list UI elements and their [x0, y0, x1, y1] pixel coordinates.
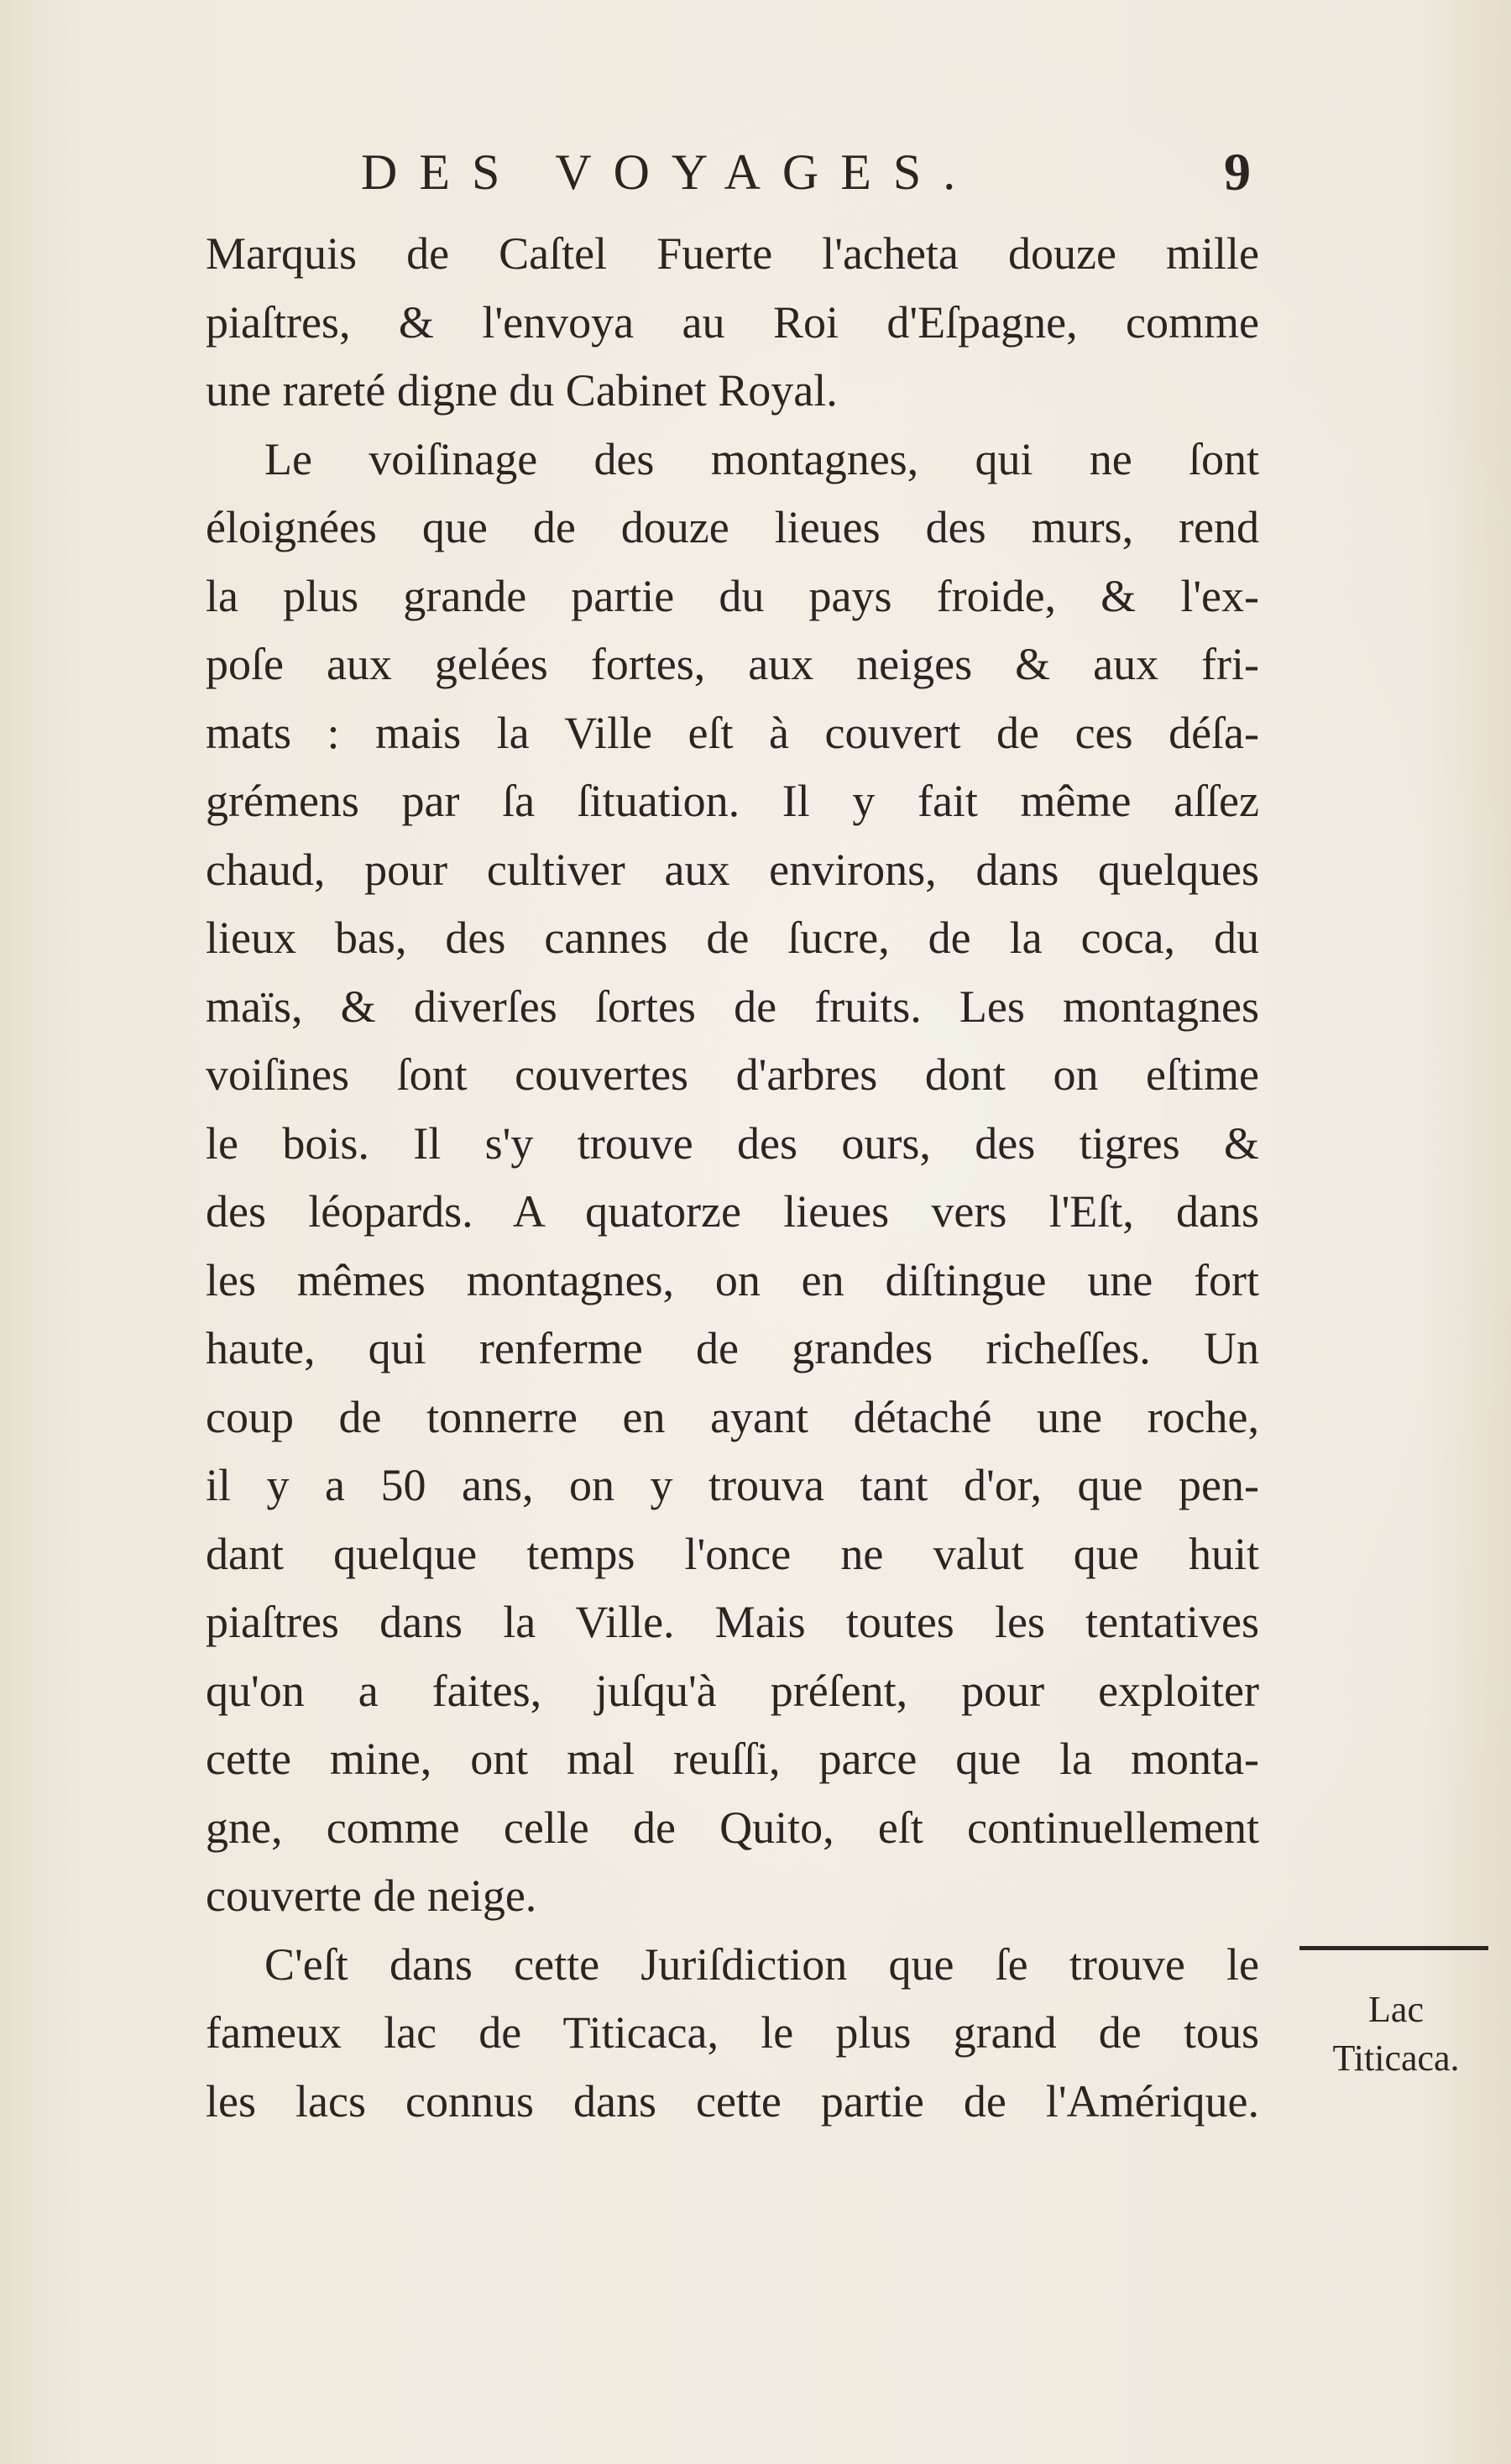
margin-rule [1299, 1946, 1488, 1950]
text-line: grémens par ſa ſituation. Il y fait même aſſez [206, 776, 1259, 826]
text-line: fameux lac de Titicaca, le plus grand de tous [206, 2007, 1259, 2058]
running-head: DES VOYAGES. [361, 144, 978, 200]
text-line: haute, qui renferme de grandes richeſſes. Un [206, 1323, 1259, 1373]
body-text [206, 220, 1259, 2136]
text-line: couverte de neige. [206, 1870, 537, 1921]
text-line: le bois. Il s'y trouve des ours, des tigres & [206, 1117, 1259, 1169]
margin-note [1299, 1946, 1493, 2083]
text-line: piaſtres dans la Ville. Mais toutes les tentatives [206, 1597, 1259, 1647]
page-number: 9 [1224, 142, 1251, 201]
text-line: qu'on a faites, juſqu'à préſent, pour exploiter [206, 1665, 1259, 1716]
text-line: les mêmes montagnes, on en diſtingue une fort [206, 1254, 1259, 1305]
text-line: les lacs connus dans cette partie de l'Amérique. [206, 2075, 1259, 2127]
text-line: poſe aux gelées fortes, aux neiges & aux fri- [206, 639, 1259, 689]
text-line: coup de tonnerre en ayant détaché une roche, [206, 1391, 1259, 1442]
text-line: éloignées que de douze lieues des murs, rend [206, 502, 1259, 552]
text-line: voiſines ſont couvertes d'arbres dont on eſtime [206, 1049, 1259, 1100]
text-line: Marquis de Caſtel Fuerte l'acheta douze mille [206, 228, 1259, 279]
text-line: Le voiſinage des montagnes, qui ne ſont [264, 433, 1259, 484]
page-header [361, 134, 1284, 210]
text-line: gne, comme celle de Quito, eſt continuellement [206, 1802, 1259, 1853]
margin-note-line: Titicaca. [1332, 2038, 1460, 2079]
text-line: une rareté digne du Cabinet Royal. [206, 365, 838, 416]
text-line: lieux bas, des cannes de ſucre, de la coca, du [206, 913, 1259, 963]
text-line: chaud, pour cultiver aux environs, dans quelques [206, 844, 1259, 895]
text-line: C'eſt dans cette Juriſdiction que ſe trouve le [264, 1938, 1259, 1990]
text-line: mats : mais la Ville eſt à couvert de ces déſa- [206, 707, 1259, 758]
text-line: la plus grande partie du pays froide, & l'ex- [206, 570, 1259, 621]
text-line: dant quelque temps l'once ne valut que huit [206, 1528, 1259, 1579]
text-line: maïs, & diverſes ſortes de fruits. Les montagnes [206, 981, 1259, 1032]
text-line: piaſtres, & l'envoya au Roi d'Eſpagne, comme [206, 296, 1259, 348]
text-line: des léopards. A quatorze lieues vers l'Eſt, dans [206, 1186, 1259, 1237]
text-line: il y a 50 ans, on y trouva tant d'or, que pen- [206, 1460, 1259, 1510]
margin-note-line: Lac [1368, 1989, 1424, 2030]
text-line: cette mine, ont mal reuſſi, parce que la monta- [206, 1734, 1259, 1784]
